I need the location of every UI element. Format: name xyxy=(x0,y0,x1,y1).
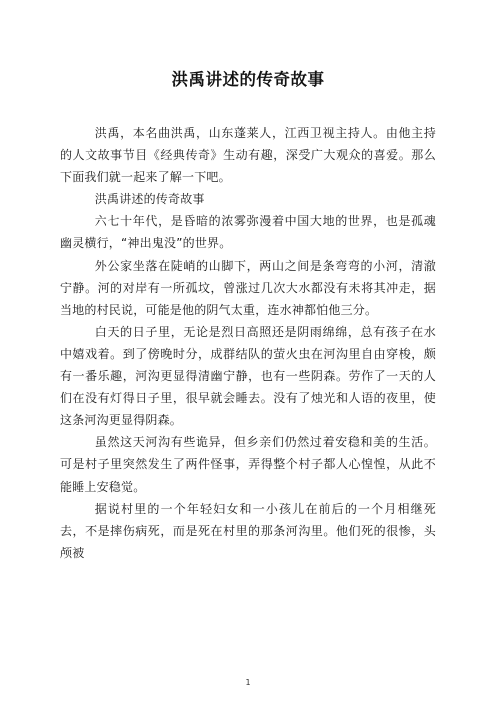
paragraph-deaths: 据说村里的一个年轻妇女和一小孩儿在前后的一个月相继死去，不是摔伤病死，而是死在村里的那条河沟里。他们死的很惨，头颅被 xyxy=(60,501,436,560)
paragraph-intro: 洪禹，本名曲洪禹，山东蓬莱人，江西卫视主持人。由他主持的人文故事节目《经典传奇》生动有趣，深受广大观众的喜爱。那么下面我们就一起来了解一下吧。 xyxy=(60,126,436,185)
paragraph-subheading: 洪禹讲述的传奇故事 xyxy=(94,192,205,207)
paragraph-era: 六七十年代，是昏暗的浓雾弥漫着中国大地的世界，也是孤魂幽灵横行，“神出鬼没”的世界。 xyxy=(60,214,436,251)
page-number: 1 xyxy=(245,678,251,687)
document-title: 洪禹讲述的传奇故事 xyxy=(171,70,325,89)
document-body xyxy=(60,122,436,564)
paragraph-grandfather-home: 外公家坐落在陡峭的山脚下，两山之间是条弯弯的小河，清澈宁静。河的对岸有一所孤坟，曾涨过几次大水都没有未将其冲走，据当地的村民说，可能是他的阴气太重，连水神都怕他三分。 xyxy=(60,258,436,317)
paragraph-daytime: 白天的日子里，无论是烈日高照还是阴雨绵绵，总有孩子在水中嬉戏着。到了傍晚时分，成群结队的萤火虫在河沟里自由穿梭，颇有一番乐趣，河沟更显得清幽宁静，也有一些阴森。劳作了一天的人们在没有灯得日子里，很早就会睡去。没有了烛光和人语的夜里，使这条河沟更显得阴森。 xyxy=(60,324,436,428)
paragraph-strange-events: 虽然这天河沟有些诡异，但乡亲们仍然过着安稳和美的生活。可是村子里突然发生了两件怪事，弄得整个村子都人心惶惶，从此不能睡上安稳觉。 xyxy=(60,435,436,494)
